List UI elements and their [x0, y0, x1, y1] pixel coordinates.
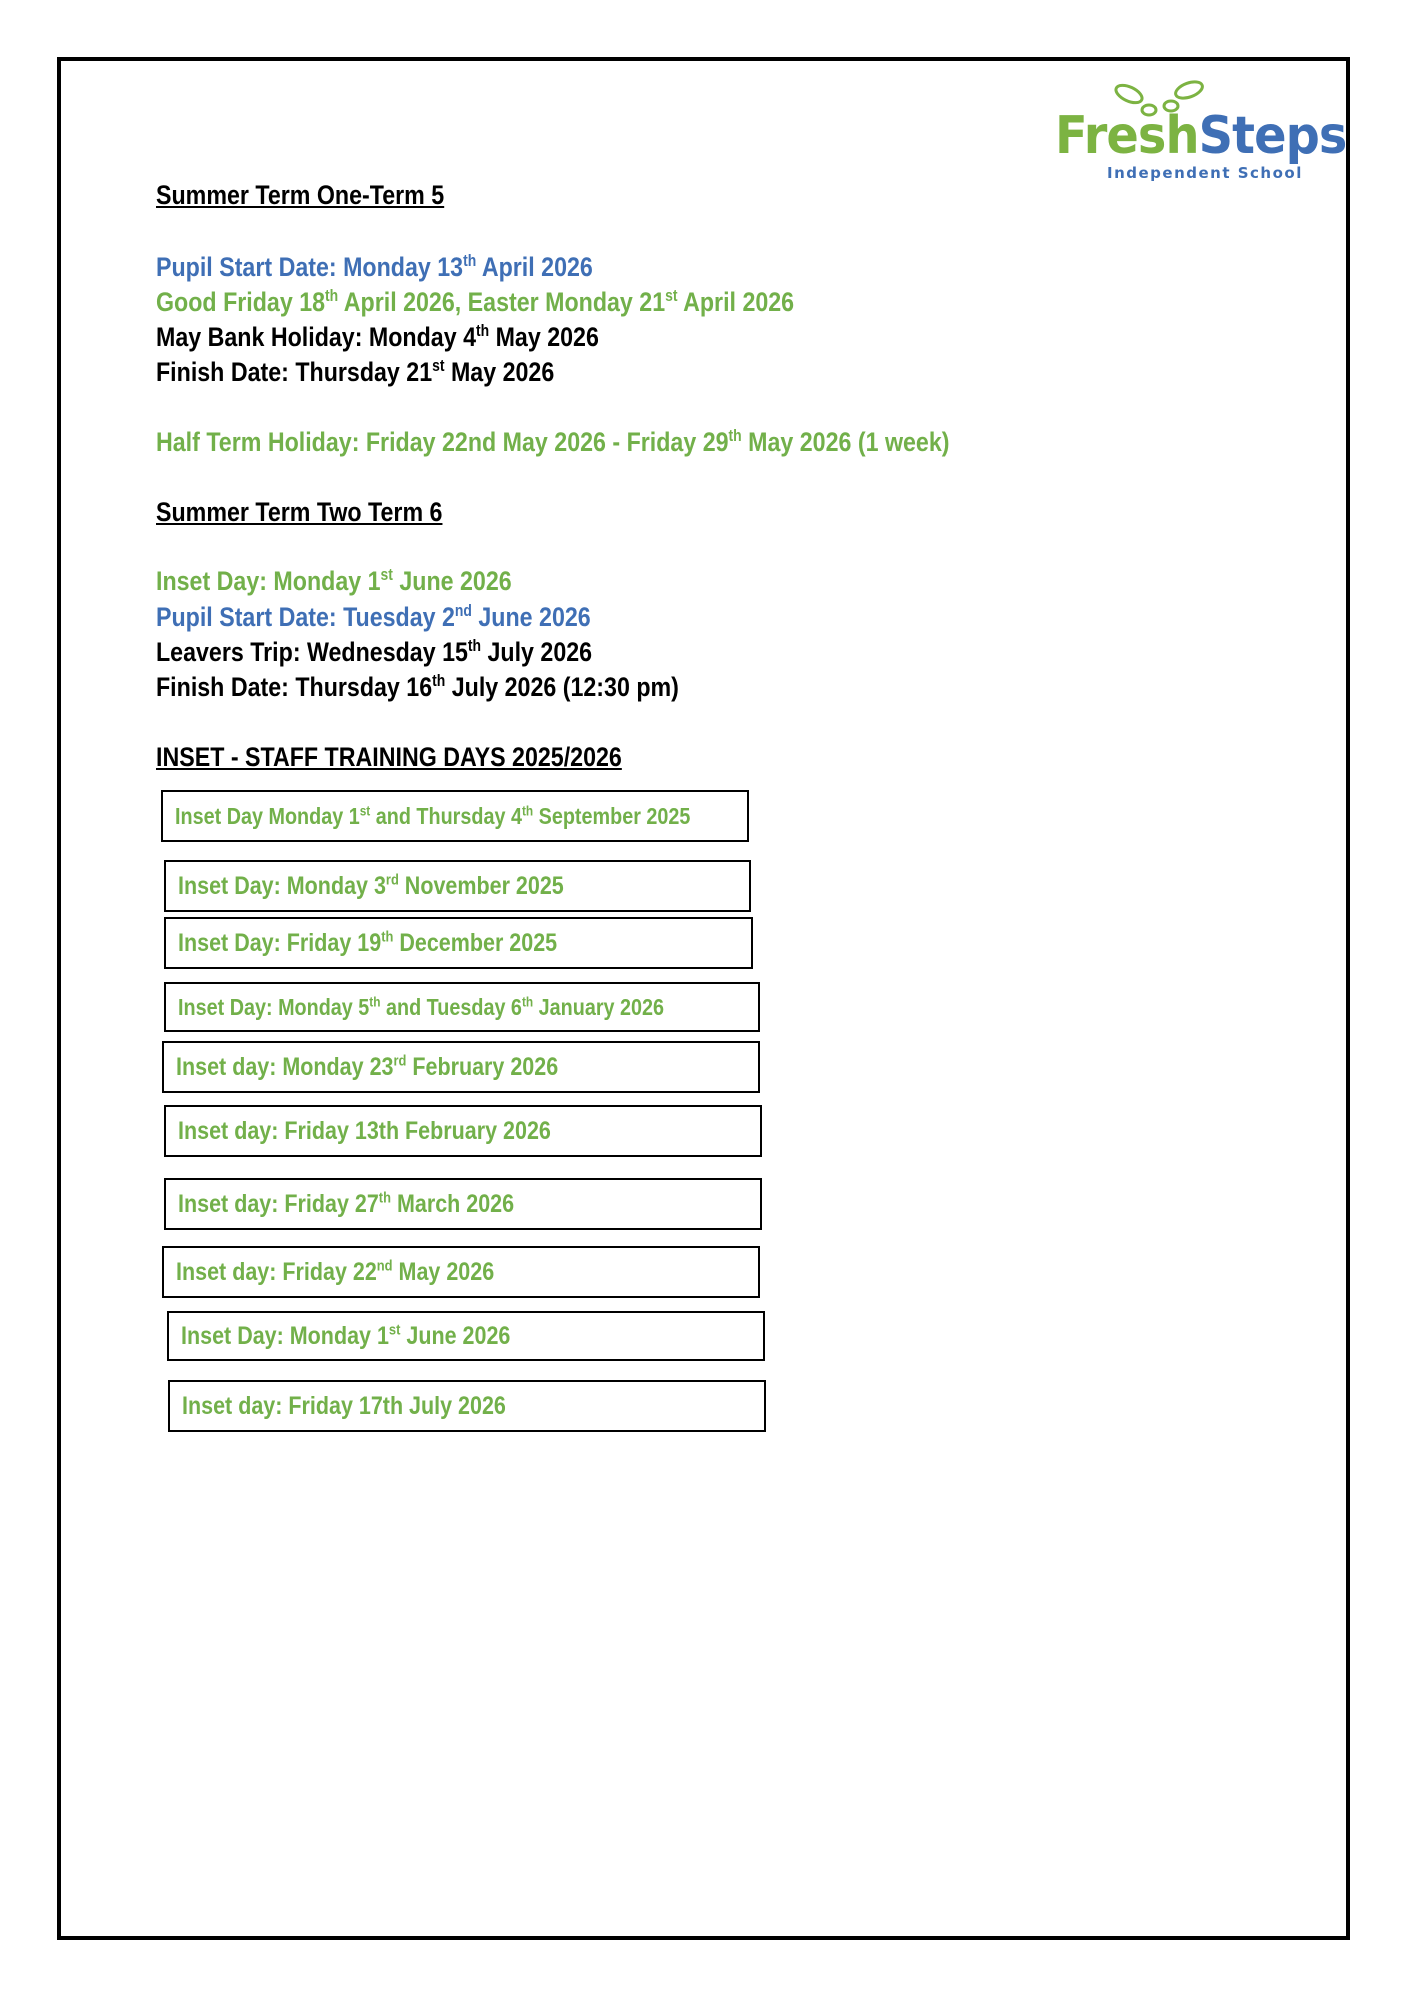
term6-inset: Inset Day: Monday 1st June 2026 [156, 566, 512, 596]
inset-box: Inset day: Monday 23rd February 2026 [162, 1041, 760, 1093]
inset-box: Inset Day: Monday 3rd November 2025 [164, 860, 751, 912]
term6-leavers-trip: Leavers Trip: Wednesday 15th July 2026 [156, 637, 593, 667]
inset-box: Inset day: Friday 13th February 2026 [164, 1105, 762, 1157]
term5-heading: Summer Term One-Term 5 [156, 180, 445, 210]
term5-finish: Finish Date: Thursday 21st May 2026 [156, 357, 555, 387]
half-term-holiday: Half Term Holiday: Friday 22nd May 2026 - Friday 29th May 2026 (1 week) [156, 427, 950, 457]
inset-box: Inset day: Friday 27th March 2026 [164, 1178, 762, 1230]
logo-steps: Steps [1198, 106, 1347, 166]
inset-box: Inset Day: Monday 1st June 2026 [167, 1311, 765, 1361]
term5-pupil-start: Pupil Start Date: Monday 13th April 2026 [156, 252, 593, 282]
inset-box: Inset Day Monday 1st and Thursday 4th September 2025 [161, 790, 749, 842]
term5-bank-holiday: May Bank Holiday: Monday 4th May 2026 [156, 322, 599, 352]
term6-pupil-start: Pupil Start Date: Tuesday 2nd June 2026 [156, 602, 591, 632]
school-logo [1055, 80, 1347, 190]
term6-finish: Finish Date: Thursday 16th July 2026 (12:30 pm) [156, 672, 679, 702]
inset-box: Inset day: Friday 17th July 2026 [168, 1380, 766, 1432]
logo-subtitle: Independent School [1107, 164, 1303, 182]
term5-good-friday: Good Friday 18th April 2026, Easter Monday 21st April 2026 [156, 287, 795, 317]
inset-box: Inset Day: Friday 19th December 2025 [164, 917, 753, 969]
logo-wordmark [1055, 106, 1346, 166]
inset-box: Inset day: Friday 22nd May 2026 [162, 1246, 760, 1298]
term6-heading: Summer Term Two Term 6 [156, 497, 443, 527]
logo-fresh: Fresh [1055, 106, 1199, 166]
inset-box: Inset Day: Monday 5th and Tuesday 6th January 2026 [164, 982, 760, 1032]
inset-heading: INSET - STAFF TRAINING DAYS 2025/2026 [156, 742, 622, 772]
